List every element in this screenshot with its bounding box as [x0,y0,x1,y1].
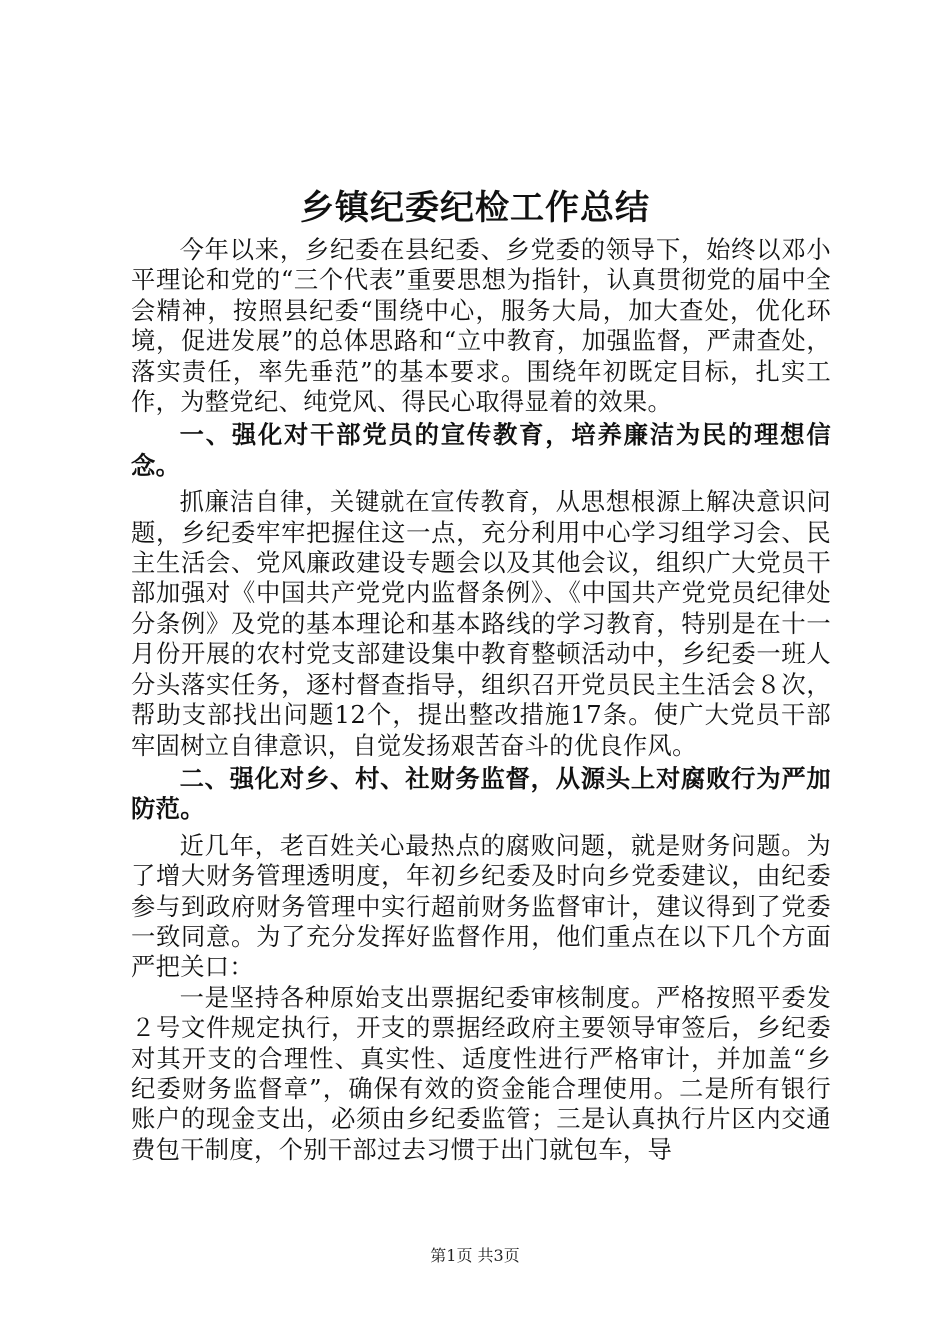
section-1-paragraph: 抓廉洁自律，关键就在宣传教育，从思想根源上解决意识问题，乡纪委牢牢把握住这一点，充分利用中心学习组学习会、民主生活会、党风廉政建设专题会以及其他会议，组织广大党员干部加强对《中国共产党党内监督条例》、《中国共产党党员纪律处分条例》及党的基本理论和基本路线的学习教育，特别是在十一月份开展的农村党支部建设集中教育整顿活动中，乡纪委一班人分头落实任务，逐村督查指导，组织召开党员民主生活会８次，帮助支部找出问题12个，提出整改措施17条。使广大党员干部牢固树立自律意识，自觉发扬艰苦奋斗的优良作风。 [131,487,831,760]
section-2-paragraph: 近几年，老百姓关心最热点的腐败问题，就是财务问题。为了增大财务管理透明度，年初乡纪委及时向乡党委建议，由纪委参与到政府财务管理中实行超前财务监督审计，建议得到了党委一致同意。为了充分发挥好监督作用，他们重点在以下几个方面严把关口： [131,830,831,982]
section-heading-2: 二、强化对乡、村、社财务监督，从源头上对腐败行为严加防范。 [131,763,831,824]
document-title: 乡镇纪委纪检工作总结 [300,188,650,228]
page-footer: 第1页 共3页 [430,1246,520,1265]
document-body [131,235,831,1165]
section-2-measures-paragraph: 一是坚持各种原始支出票据纪委审核制度。严格按照平委发２号文件规定执行，开支的票据经政府主要领导审签后，乡纪委对其开支的合理性、真实性、适度性进行严格审计，并加盖“乡纪委财务监督章”，确保有效的资金能合理使用。二是所有银行账户的现金支出，必须由乡纪委监管；三是认真执行片区内交通费包干制度，个别干部过去习惯于出门就包车，导 [131,982,831,1164]
intro-paragraph: 今年以来，乡纪委在县纪委、乡党委的领导下，始终以邓小平理论和党的“三个代表”重要思想为指针，认真贯彻党的届中全会精神，按照县纪委“围绕中心，服务大局，加大查处，优化环境，促进发展”的总体思路和“立中教育，加强监督，严肃查处，落实责任，率先垂范”的基本要求。围绕年初既定目标，扎实工作，为整党纪、纯党风、得民心取得显着的效果。 [131,235,831,417]
section-heading-1: 一、强化对干部党员的宣传教育，培养廉洁为民的理想信念。 [131,420,831,480]
